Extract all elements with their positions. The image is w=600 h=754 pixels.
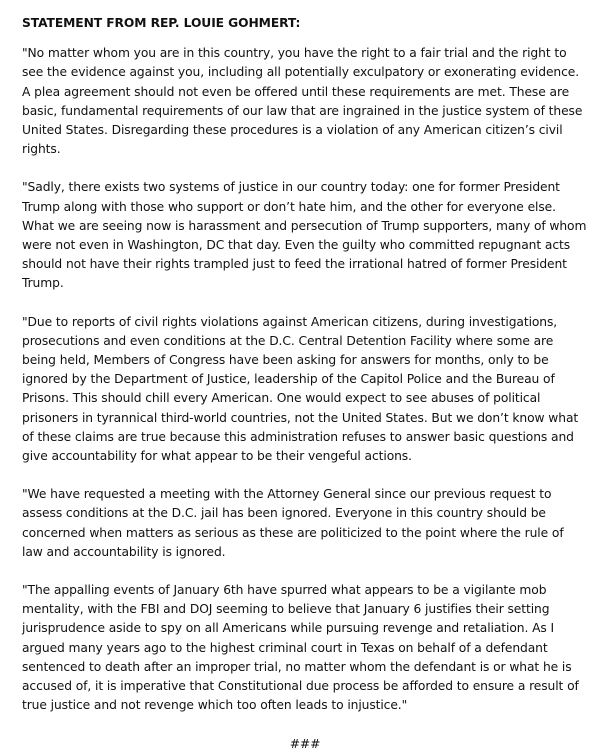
paragraph-5: "The appalling events of January 6th have spurred what appears to be a vigilante mob mentality, with the FBI and DOJ seeming to believe that January 6 justifies their setting jurisprudence aside to spy on all Americans while pursuing revenge and retaliation. As I argued many years ago to the highest criminal court in Texas on behalf of a defendant sentenced to death after an improper trial, no matter whom the defendant is or what he is accused of, it is imperative that Constitutional due process be afforded to ensure a result of true justice and not revenge which too often leads to injustice." — [22, 583, 579, 713]
paragraph-2: "Sadly, there exists two systems of justice in our country today: one for former President Trump along with those who support or don’t hate him, and the other for everyone else. What we are seeing now is harassment and persecution of Trump supporters, many of whom were not even in Washington, DC that day. Even the guilty who committed repugnant acts should not have their rights trampled just to feed the irrational hatred of former President Trump. — [22, 180, 587, 291]
end-mark: ### — [289, 736, 321, 751]
statement-heading: STATEMENT FROM REP. LOUIE GOHMERT: — [22, 16, 301, 30]
paragraph-4: "We have requested a meeting with the Attorney General since our previous request to assess conditions at the D.C. jail has been ignored. Everyone in this country should be concerned when matters as serious as these are politicized to the point where the rule of law and accountability is ignored. — [22, 487, 564, 559]
paragraph-3: "Due to reports of civil rights violations against American citizens, during investigations, prosecutions and even conditions at the D.C. Central Detention Facility where some are being held, Members of Congress have been asking for answers for months, only to be ignored by the Department of Justice, leadership of the Capitol Police and the Bureau of Prisons. This should chill every American. One would expect to see abuses of political prisoners in tyrannical third-world countries, not the United States. But we don’t know what of these claims are true because this administration refuses to answer basic questions and give accountability for what appear to be their vengeful actions. — [22, 314, 579, 464]
statement-document — [22, 14, 588, 754]
paragraph-1: "No matter whom you are in this country, you have the right to a fair trial and the right to see the evidence against you, including all potentially exculpatory or exonerating evidence. A plea agreement should not even be offered until these requirements are met. These are basic, fundamental requirements of our law that are ingrained in the justice system of these United States. Disregarding these procedures is a violation of any American citizen’s civil rights. — [22, 46, 583, 157]
